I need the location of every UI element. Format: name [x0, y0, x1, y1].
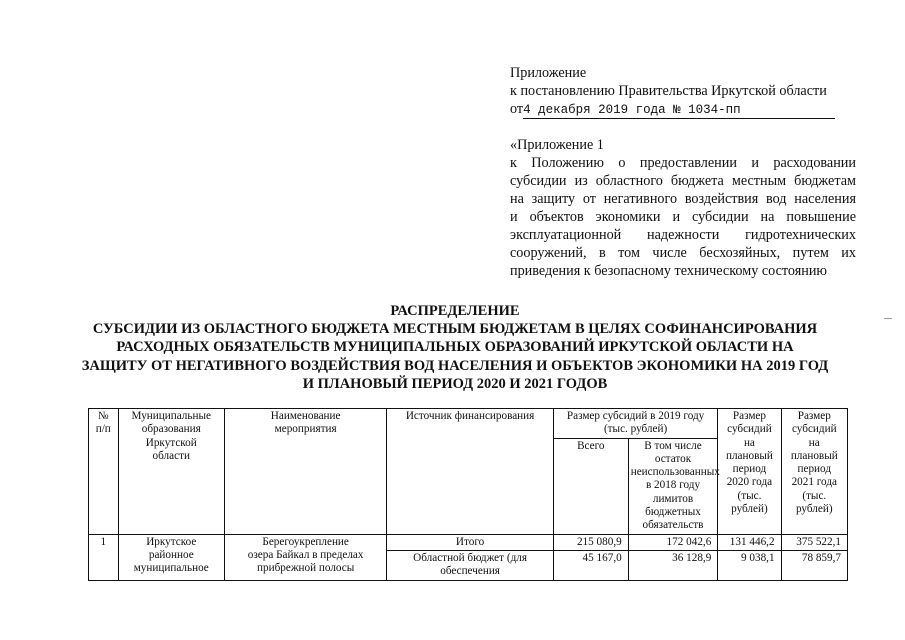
cell-line: № — [97, 410, 109, 422]
cell-line: В том числе — [644, 439, 702, 452]
regulation-line: эксплуатационной надежности гидротехнических — [510, 227, 856, 243]
cell-line: период — [797, 463, 832, 476]
row-measure — [224, 534, 386, 580]
regulation-title: «Приложение 1 — [510, 137, 604, 153]
title-line: ЗАЩИТУ ОТ НЕГАТИВНОГО ВОЗДЕЙСТВИЯ ВОД НАСЕЛЕНИЯ И ОБЪЕКТОВ ЭКОНОМИКИ НА 2019 ГОД — [81, 357, 829, 374]
cell-line: п/п — [95, 423, 111, 436]
cell-line: мероприятия — [274, 423, 337, 436]
regulation-line: сооружений, в том числе бесхозяйных, путем их — [510, 245, 856, 261]
cell-line: лимитов — [652, 492, 694, 505]
cell-line: Размер — [797, 410, 831, 422]
date-prefix: от — [510, 101, 524, 117]
header-num — [89, 409, 119, 535]
row-remainder: 172 042,6 — [628, 534, 718, 550]
cell-line: рублей) — [731, 503, 768, 516]
resolution-reference: к постановлению Правительства Иркутской области — [510, 83, 827, 99]
cell-line: (тыс. — [737, 489, 762, 502]
row-total: 45 167,0 — [553, 550, 628, 580]
cell-line: (тыс. — [802, 489, 827, 502]
cell-line: области — [152, 449, 190, 462]
cell-line: плановый — [790, 449, 838, 462]
regulation-reference — [510, 136, 856, 280]
regulation-line: и объектов экономики и субсидии на повышение — [510, 209, 856, 225]
cell-line: (тыс. рублей) — [603, 423, 668, 436]
cell-line: рублей) — [795, 503, 833, 516]
cell-line: Иркутской — [145, 436, 197, 449]
resolution-date-number — [510, 100, 856, 119]
cell-line: обязательств — [642, 519, 704, 532]
regulation-line: приведения к безопасному техническому состоянию — [510, 263, 828, 279]
cell-line: на — [743, 436, 755, 449]
cell-line: озера Байкал в пределах — [247, 548, 364, 561]
title-line: РАСПРЕДЕЛЕНИЕ — [390, 303, 520, 319]
cell-line: Муниципальные — [131, 410, 211, 422]
row-2021: 78 859,7 — [781, 550, 847, 580]
cell-line: субсидий — [791, 423, 837, 436]
title-line: И ПЛАНОВЫЙ ПЕРИОД 2020 И 2021 ГОДОВ — [302, 375, 608, 392]
cell-line: Берегоукрепление — [262, 535, 349, 548]
row-2020: 9 038,1 — [718, 550, 781, 580]
row-2021: 375 522,1 — [781, 534, 847, 550]
cell-line: образования — [141, 423, 201, 436]
cell-line: районное — [148, 548, 194, 561]
document-title — [40, 302, 870, 393]
cell-line: остаток — [654, 452, 692, 465]
header-measure — [224, 409, 386, 535]
cell-line: 2021 года — [791, 476, 837, 489]
row-source — [387, 550, 554, 580]
cell-line: обеспечения — [440, 565, 500, 578]
row-municipality — [118, 534, 224, 580]
regulation-line: на защиту от негативного воздействия вод населения — [510, 191, 856, 207]
appendix-block — [510, 64, 856, 280]
cell-line: на — [808, 436, 820, 449]
header-municipality — [118, 409, 224, 535]
cell-line: субсидий — [727, 423, 772, 436]
row-2020: 131 446,2 — [718, 534, 781, 550]
cell-line: Наименование — [270, 410, 341, 422]
subsidy-table — [88, 408, 848, 581]
header-plan-2021 — [781, 409, 847, 535]
cell-line: Областной бюджет (для — [413, 551, 527, 564]
cell-line: неиспользованных — [630, 466, 720, 479]
cell-line: прибрежной полосы — [257, 562, 355, 575]
cell-line: Размер субсидий в 2019 году — [566, 410, 705, 422]
cell-line: муниципальное — [133, 562, 209, 575]
cell-line: бюджетных — [645, 506, 701, 519]
cell-line: Иркутское — [146, 535, 197, 548]
table-header-row — [89, 409, 848, 439]
appendix-label: Приложение — [510, 65, 587, 81]
cell-line: в 2018 году — [645, 479, 701, 492]
scan-mark — [884, 318, 892, 319]
title-line: РАСХОДНЫХ ОБЯЗАТЕЛЬСТВ МУНИЦИПАЛЬНЫХ ОБРАЗОВАНИЙ ИРКУТСКОЙ ОБЛАСТИ НА — [116, 339, 794, 356]
regulation-line: субсидии из областного бюджета местным бюджетам — [510, 173, 856, 189]
row-total: 215 080,9 — [553, 534, 628, 550]
row-num: 1 — [89, 534, 119, 580]
cell-line: 2020 года — [726, 476, 773, 489]
table-row — [89, 534, 848, 550]
cell-line: период — [732, 463, 767, 476]
regulation-text — [510, 154, 856, 280]
row-remainder: 36 128,9 — [628, 550, 718, 580]
header-source: Источник финансирования — [387, 409, 554, 535]
header-total: Всего — [553, 438, 628, 534]
header-remainder — [628, 438, 718, 534]
header-subsidy-2019 — [553, 409, 717, 439]
cell-line: плановый — [725, 449, 773, 462]
header-plan-2020 — [718, 409, 781, 535]
date-number-field: 4 декабря 2019 года № 1034-пп — [523, 103, 835, 119]
row-source: Итого — [387, 534, 554, 550]
title-line: СУБСИДИИ ИЗ ОБЛАСТНОГО БЮДЖЕТА МЕСТНЫМ БЮДЖЕТАМ В ЦЕЛЯХ СОФИНАНСИРОВАНИЯ — [92, 321, 818, 338]
cell-line: Размер — [732, 410, 766, 422]
regulation-line: к Положению о предоставлении и расходовании — [510, 155, 856, 171]
